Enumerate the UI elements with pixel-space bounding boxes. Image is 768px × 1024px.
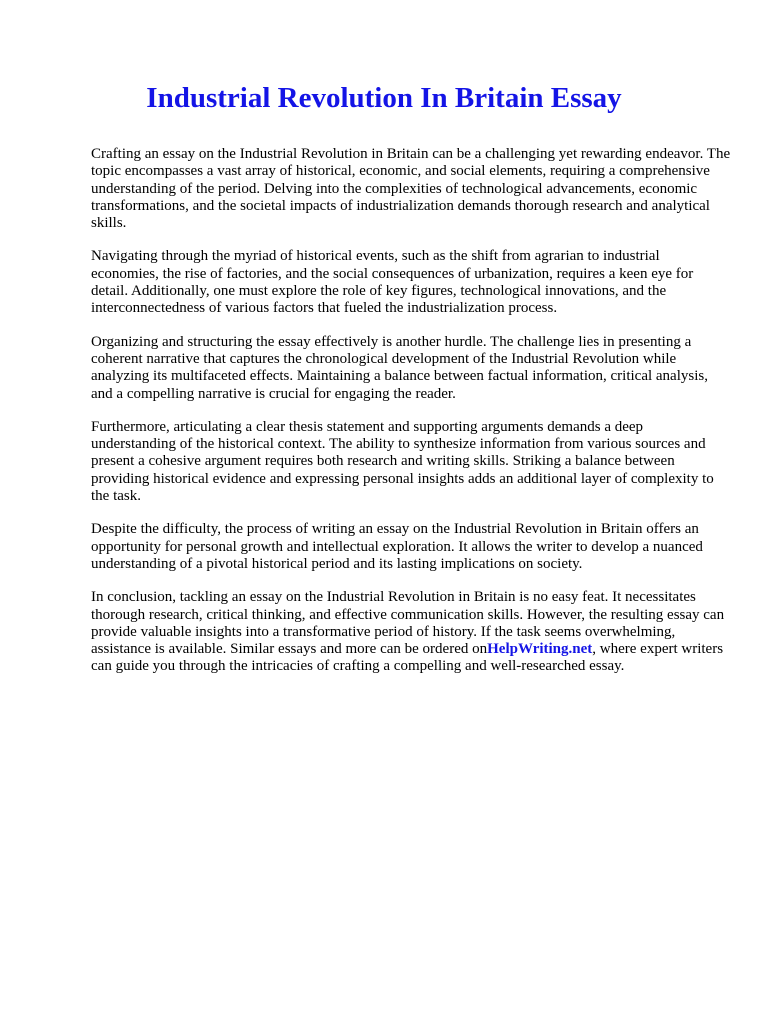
- paragraph-2: Navigating through the myriad of historical events, such as the shift from agrarian to industrial economies, the rise of factories, and the social consequences of urbanization, requires a keen eye for detail. Additionally, one must explore the role of key figures, technological innovations, and the interconnectedness of various factors that fueled the industrialization process.: [91, 248, 694, 317]
- document-body: [91, 146, 731, 692]
- document-title: Industrial Revolution In Britain Essay: [146, 82, 622, 114]
- paragraph-6-text-after-link: , where expert writers can guide you through the intricacies of crafting a compelling and well-researched essay.: [91, 641, 724, 675]
- paragraph-3: Organizing and structuring the essay effectively is another hurdle. The challenge lies in presenting a coherent narrative that captures the chronological development of the Industrial Revolution while analyzing its multifaceted effects. Maintaining a balance between factual information, critical analysis, and a compelling narrative is crucial for engaging the reader.: [91, 333, 708, 402]
- paragraph-5: Despite the difficulty, the process of writing an essay on the Industrial Revolution in Britain offers an opportunity for personal growth and intellectual exploration. It allows the writer to develop a nuanced understanding of a pivotal historical period and its lasting implications on society.: [91, 521, 703, 572]
- paragraph-6-text-before-link: In conclusion, tackling an essay on the Industrial Revolution in Britain is no easy feat. It necessitates thorough research, critical thinking, and effective communication skills. However, the resulting essay can provide valuable insights into a transformative period of history. If the task seems overwhelming, assistance is available. Similar essays and more can be ordered on: [91, 589, 725, 658]
- paragraph-1: Crafting an essay on the Industrial Revolution in Britain can be a challenging yet rewarding endeavor. The topic encompasses a vast array of historical, economic, and social elements, requiring a comprehensive understanding of the period. Delving into the complexities of technological advancements, economic transformations, and the societal impacts of industrialization demands thorough research and analytical skills.: [91, 146, 731, 232]
- helpwriting-link[interactable]: HelpWriting.net: [487, 641, 593, 658]
- paragraph-6: [91, 589, 731, 675]
- paragraph-4: Furthermore, articulating a clear thesis statement and supporting arguments demands a deep understanding of the historical context. The ability to synthesize information from various sources and present a cohesive argument requires both research and writing skills. Striking a balance between providing historical evidence and expressing personal insights adds an additional layer of complexity to the task.: [91, 418, 714, 505]
